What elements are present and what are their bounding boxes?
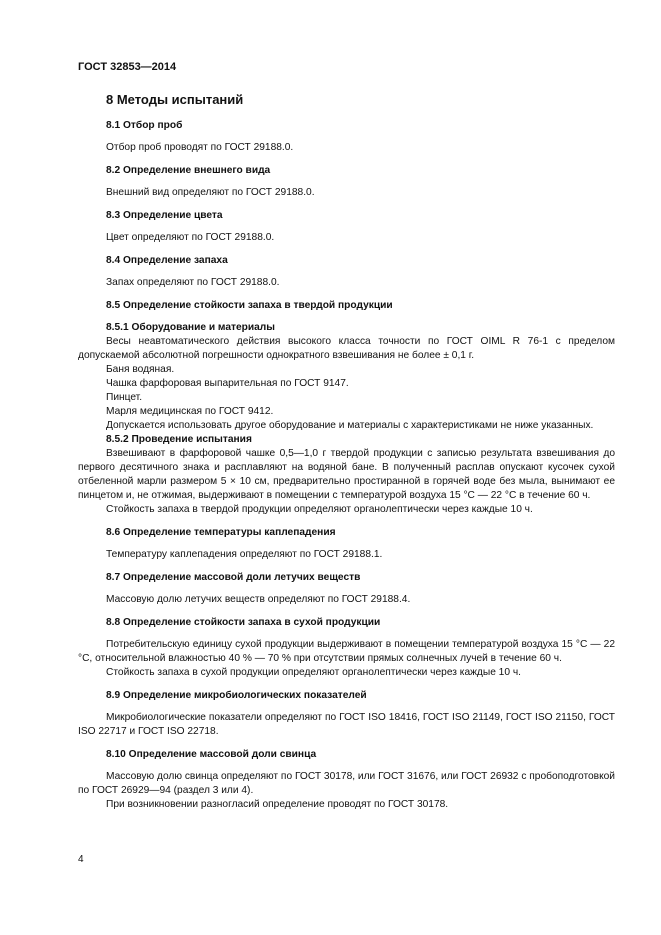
paragraph-8-3: Цвет определяют по ГОСТ 29188.0. <box>106 232 275 243</box>
subsection-title-8-10: 8.10 Определение массовой доли свинца <box>106 749 317 760</box>
paragraph-8-7: Массовую долю летучих веществ определяют по ГОСТ 29188.4. <box>106 594 411 605</box>
subsection-title-8-9: 8.9 Определение микробиологических показателей <box>106 690 367 701</box>
paragraph-8-10-disputes: При возникновении разногласий определение проводят по ГОСТ 30178. <box>106 799 449 810</box>
subsection-title-8-6: 8.6 Определение температуры каплепадения <box>106 527 336 538</box>
paragraph-8-2: Внешний вид определяют по ГОСТ 29188.0. <box>106 187 315 198</box>
paragraph-8-6: Температуру каплепадения определяют по ГОСТ 29188.1. <box>106 549 383 560</box>
clause-title-8-5-2: 8.5.2 Проведение испытания <box>106 434 252 445</box>
subsection-title-8-2: 8.2 Определение внешнего вида <box>106 165 271 176</box>
subsection-title-8-7: 8.7 Определение массовой доли летучих веществ <box>106 572 361 583</box>
paragraph-8-9: Микробиологические показатели определяют по ГОСТ ISO 18416, ГОСТ ISO 21149, ГОСТ ISO 21150, ГОСТ ISO 22717 и ГОСТ ISO 22718. <box>78 712 615 737</box>
subsection-title-8-1: 8.1 Отбор проб <box>106 120 183 131</box>
paragraph-8-5-1-gauze: Марля медицинская по ГОСТ 9412. <box>106 406 274 417</box>
subsection-title-8-8: 8.8 Определение стойкости запаха в сухой продукции <box>106 617 381 628</box>
paragraph-8-5-1-alternative: Допускается использовать другое оборудование и материалы с характеристиками не ниже указанных. <box>106 420 594 431</box>
paragraph-8-4: Запах определяют по ГОСТ 29188.0. <box>106 277 280 288</box>
document-header: ГОСТ 32853—2014 <box>78 61 177 73</box>
paragraph-8-10-methods: Массовую долю свинца определяют по ГОСТ 30178, или ГОСТ 31676, или ГОСТ 26932 с пробоподготовкой по ГОСТ 26929—94 (раздел 3 или 4). <box>78 771 615 796</box>
page-number: 4 <box>78 854 84 865</box>
section-title: 8 Методы испытаний <box>106 92 244 107</box>
subsection-title-8-3: 8.3 Определение цвета <box>106 210 223 221</box>
paragraph-8-8-result: Стойкость запаха в сухой продукции определяют органолептически через каждые 10 ч. <box>106 667 521 678</box>
subsection-title-8-5: 8.5 Определение стойкости запаха в твердой продукции <box>106 300 393 311</box>
paragraph-8-5-1-bath: Баня водяная. <box>106 364 175 375</box>
paragraph-8-5-1-cup: Чашка фарфоровая выпарительная по ГОСТ 9147. <box>106 378 349 389</box>
paragraph-8-5-2-result: Стойкость запаха в твердой продукции определяют органолептически через каждые 10 ч. <box>106 504 533 515</box>
clause-title-8-5-1: 8.5.1 Оборудование и материалы <box>106 322 275 333</box>
paragraph-8-5-2-procedure: Взвешивают в фарфоровой чашке 0,5—1,0 г твердой продукции с записью результата взвешивания до первого десятичного знака и расплавляют на водяной бане. В полученный расплав опускают кусочек сухой отбеленной марли размером 5 × 10 см, предварительно простиранной в горячей воде без мыла, вынимают ее пинцетом и, не отжимая, выдерживают в помещении с температурой воздуха 15 °С — 22 °С в течение 60 ч. <box>78 448 615 501</box>
subsection-title-8-4: 8.4 Определение запаха <box>106 255 228 266</box>
paragraph-8-5-1-tweezers: Пинцет. <box>106 392 143 403</box>
paragraph-8-5-1-scales: Весы неавтоматического действия высокого класса точности по ГОСТ OIML R 76-1 с пределом допускаемой абсолютной погрешности однократного взвешивания не более ± 0,1 г. <box>78 336 615 361</box>
paragraph-8-1: Отбор проб проводят по ГОСТ 29188.0. <box>106 142 294 153</box>
document-body <box>78 92 615 812</box>
paragraph-8-8-procedure: Потребительскую единицу сухой продукции выдерживают в помещении температурой воздуха 15 °С — 22 °С, относительной влажностью 40 % — 70 % при отсутствии прямых солнечных лучей в течение 60 ч. <box>78 639 615 664</box>
